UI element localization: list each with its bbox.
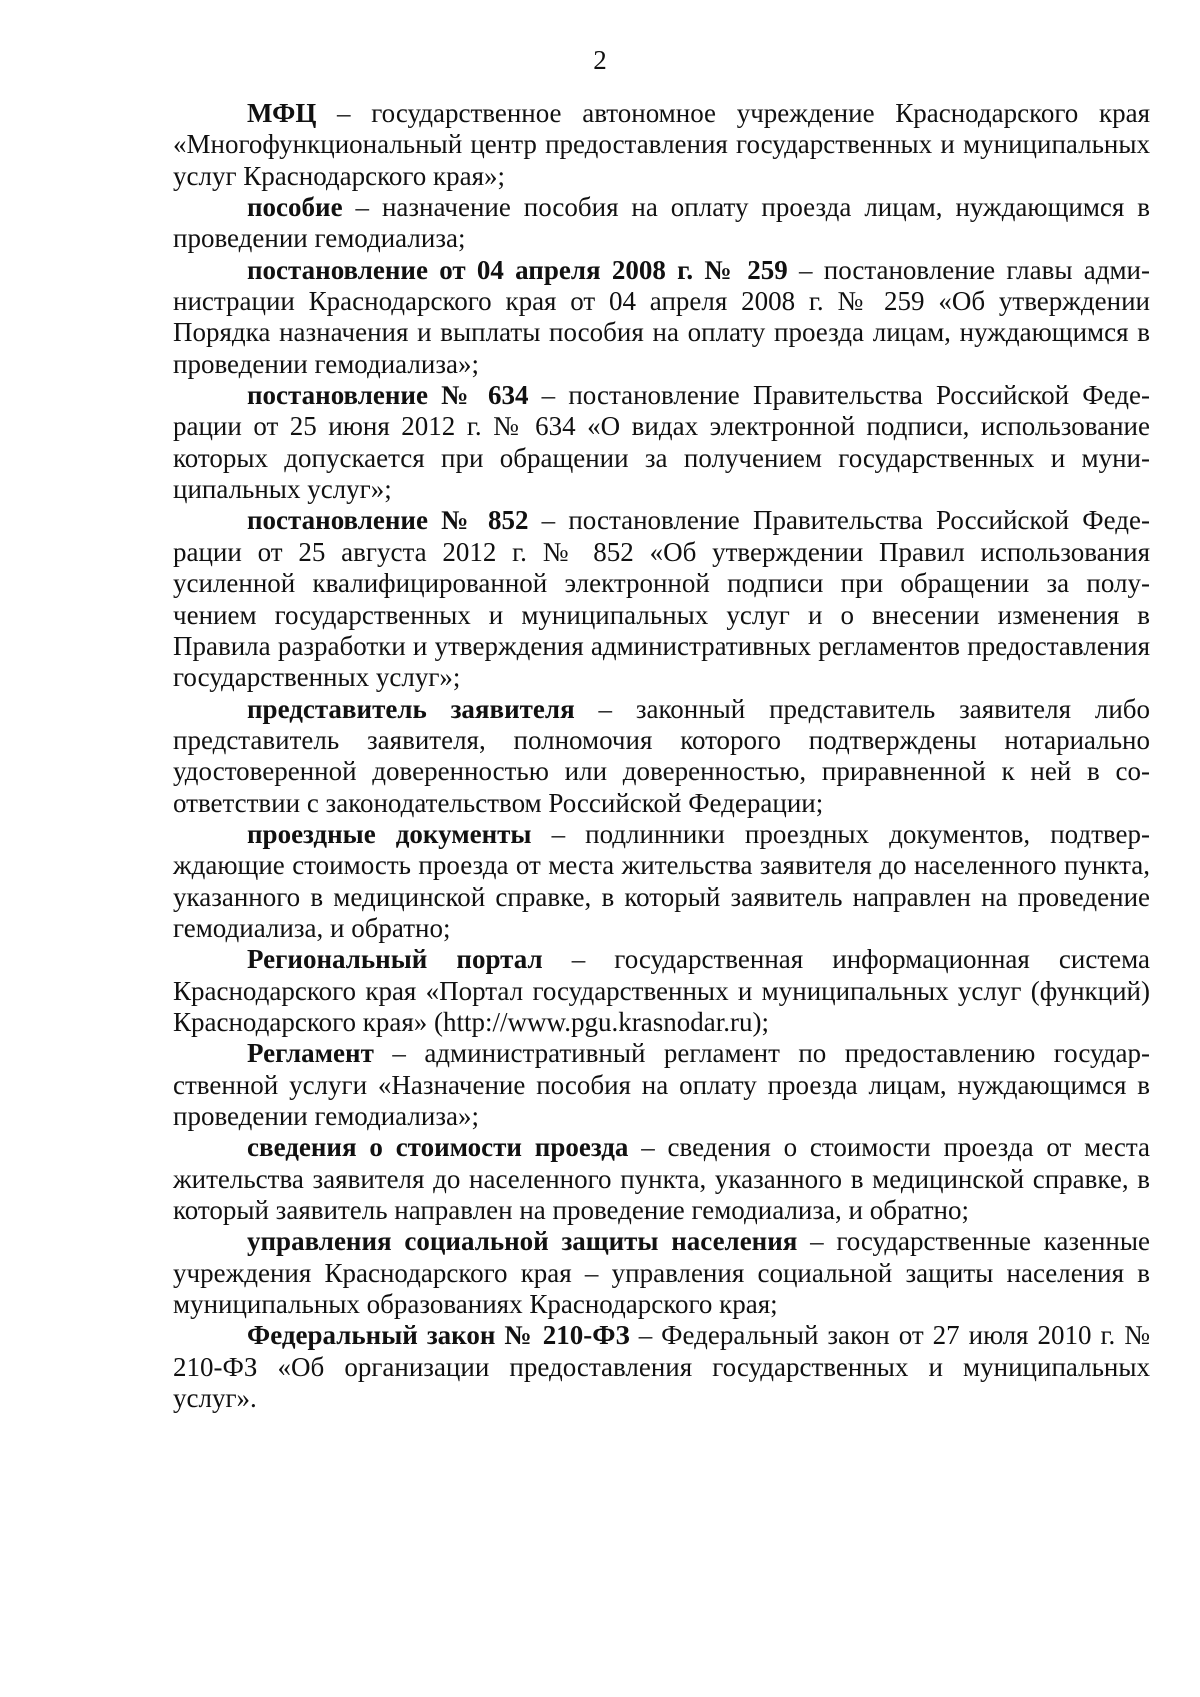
definition-text: – государственное автономное учреждение Краснодарского края «Многофункциональный центр предоставления государственных и муниципальных услуг Краснодарского края»; [173,98,1150,191]
definition-svedeniya [173,1132,1150,1226]
definition-term: представитель заявителя [247,693,575,724]
definition-postanovlenie-259 [173,255,1150,380]
definition-proezdnye-dokumenty [173,819,1150,944]
definition-regionalnyi-portal [173,944,1150,1038]
definitions-list [173,98,1150,1414]
definition-term: постановление от 04 апреля 2008 г. № 259 [247,254,788,285]
definition-mfc [173,98,1150,192]
definition-term: МФЦ [247,98,317,128]
definition-term: управления социальной защиты населения [247,1226,798,1257]
definition-posobie [173,192,1150,255]
definition-text: – государственная информационная система Краснодарского края «Портал государственных и муниципальных услуг (функций) Краснодарского края» (http://www.pgu.krasnodar.ru); [173,944,1151,1037]
page-number: 2 [593,45,607,75]
definition-text: – законный представитель заявителя либо представитель заявителя, полномочия которого подтверждены нотариально удостоверенной доверенностью или доверенностью, приравненной к ней в соответствии с законодательством Российской Федерации; [173,693,1151,818]
definition-term: пособие [247,192,343,223]
definition-term: Федеральный закон № 210-ФЗ [247,1320,630,1351]
definition-term: Региональный портал [247,944,543,975]
definition-term: сведения о стоимости проезда [247,1132,629,1163]
definition-upravleniya [173,1226,1150,1320]
definition-text: – подлинники проездных документов, подтверждающие стоимость проезда от места жительства заявителя до населенного пункта, указанного в медицинской справке, в который заявитель направлен на проведение гемодиализа, и обратно; [173,818,1151,943]
definition-predstavitel [173,694,1150,819]
definition-federalnyi-zakon [173,1320,1150,1414]
definition-text: – постановление Правительства Российской Федерации от 25 июня 2012 г. № 634 «О видах электронной подписи, использование которых допускается при обращении за получением государственных и муниципальных услуг»; [173,380,1150,505]
definition-term: проездные документы [247,818,532,849]
definition-reglament [173,1038,1150,1132]
definition-text: – Федеральный закон от 27 июля 2010 г. № 210-ФЗ «Об организации предоставления государственных и муниципальных услуг». [173,1320,1150,1414]
definition-text: – сведения о стоимости проезда от места жительства заявителя до населенного пункта, указанного в медицинской справке, в который заявитель направлен на проведение гемодиализа, и обратно; [173,1132,1150,1226]
definition-text: – государственные казенные учреждения Краснодарского края – управления социальной защиты населения в муниципальных образованиях Краснодарского края; [173,1226,1150,1320]
definition-term: постановление № 852 [247,505,529,536]
definition-postanovlenie-634 [173,380,1150,505]
definition-text: – постановление Правительства Российской Федерации от 25 августа 2012 г. № 852 «Об утверждении Правил использования усиленной квалифицированной электронной подписи при обращении за получением государственных и муниципальных услуг и о внесении изменения в Правила разработки и утверждения административных регламентов предоставления государственных услуг»; [173,505,1150,693]
definition-text: – назначение пособия на оплату проезда лицам, нуждающимся в проведении гемодиализа; [173,192,1150,254]
definition-text: – административный регламент по предоставлению государственной услуги «Назначение пособия на оплату проезда лицам, нуждающимся в проведении гемодиализа»; [173,1038,1150,1131]
definition-term: постановление № 634 [247,380,529,411]
definition-text: – постановление главы администрации Краснодарского края от 04 апреля 2008 г. № 259 «Об утверждении Порядка назначения и выплаты пособия на оплату проезда лицам, нуждающимся в проведении гемодиализа»; [173,254,1150,379]
definition-postanovlenie-852 [173,505,1150,693]
definition-term: Регламент [247,1038,374,1069]
